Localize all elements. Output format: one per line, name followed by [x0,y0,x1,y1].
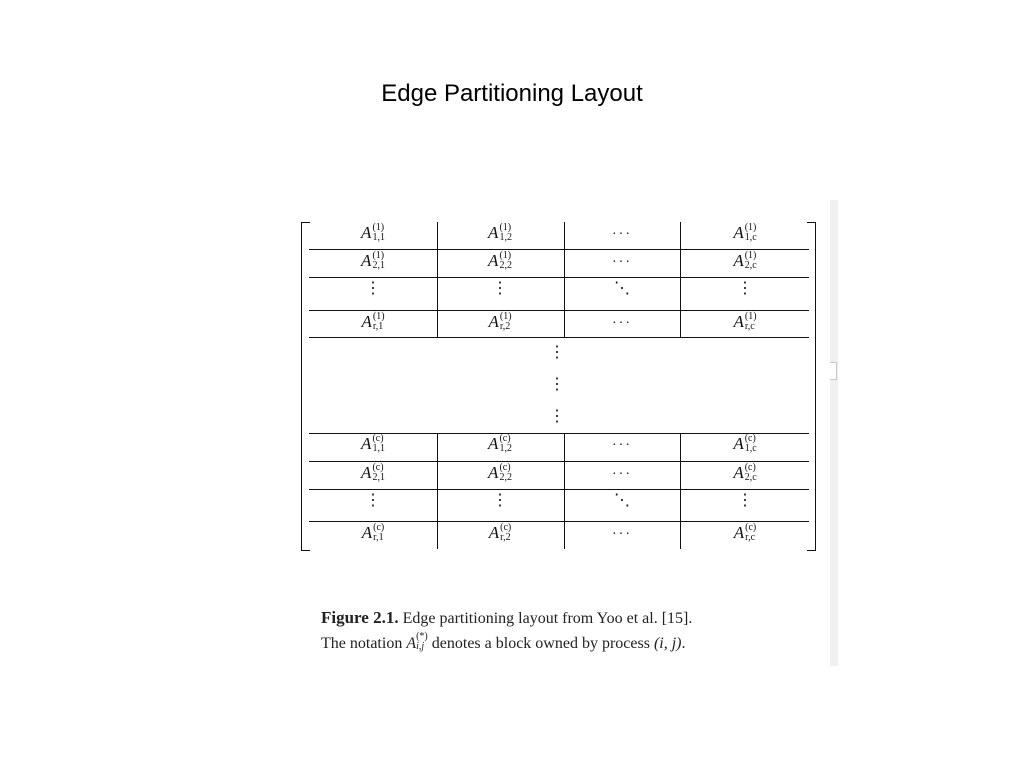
block-symbol: A [488,523,500,542]
matrix-block [361,252,385,272]
group-gap-dots: ⋮ [549,408,565,425]
matrix-row-rule [309,337,809,338]
block-scripts [372,434,385,454]
group-gap-dots: ⋮ [549,376,565,393]
matrix-block [488,252,512,272]
block-scripts [499,251,512,271]
matrix-block [733,313,756,333]
block-scripts [500,523,511,543]
matrix-block [489,524,512,544]
block-scripts [745,223,757,243]
block-symbol: A [361,523,373,542]
block-superscript: (1) [499,222,512,234]
block-subscript: r,2 [500,532,511,544]
block-scripts [500,312,512,332]
matrix-right-bracket [807,222,816,551]
block-scripts [745,434,757,454]
matrix-block [361,464,385,484]
horizontal-dots: ··· [612,227,632,242]
matrix-block [361,313,384,333]
block-subscript: 2,2 [499,260,512,272]
block-symbol: A [488,434,499,453]
block-subscript: 2,c [744,472,757,484]
block-subscript: 1,2 [499,443,512,455]
block-subscript: 2,1 [372,472,385,484]
matrix-row-rule [309,277,809,278]
notation-symbol: A [406,635,417,652]
matrix-column-rule [437,222,438,337]
block-superscript: (1) [744,250,757,262]
matrix-block [733,252,756,272]
horizontal-dots: ··· [612,467,632,482]
caption-text-2-prefix: The notation [321,635,403,652]
caption-line-1 [321,605,821,631]
block-symbol: A [361,463,372,482]
diagonal-dots: ⋱ [614,492,630,509]
matrix-column-rule [564,222,565,337]
block-subscript: r,c [745,532,756,544]
block-superscript: (c) [372,433,384,445]
matrix-block [488,435,512,455]
matrix-column-rule [680,222,681,337]
block-superscript: (1) [744,222,757,234]
horizontal-dots: ··· [612,527,632,542]
horizontal-dots: ··· [612,438,632,453]
block-scripts [372,223,385,243]
block-subscript: 1,c [744,443,757,455]
vertical-dots: ⋮ [737,280,753,297]
block-subscript: 1,2 [499,232,512,244]
block-superscript: (c) [500,522,512,534]
block-superscript: (c) [499,462,511,474]
diagonal-dots: ⋱ [614,280,630,297]
figure-caption [321,605,821,656]
block-subscript: r,1 [372,321,384,333]
block-subscript: 1,c [744,232,757,244]
matrix-block [361,224,385,244]
vertical-dots: ⋮ [365,280,381,297]
group-gap-dots: ⋮ [549,344,565,361]
block-superscript: (c) [373,522,385,534]
slide-title: Edge Partitioning Layout [381,80,643,107]
caption-line-2 [321,631,821,656]
caption-period: . [681,635,686,652]
block-symbol: A [488,463,499,482]
block-superscript: (1) [499,250,512,262]
block-scripts [372,251,385,271]
matrix-block [733,435,756,455]
block-scripts [745,463,757,483]
process-notation: (i, j) [653,635,682,652]
block-scripts [745,523,756,543]
caption-text-2-suffix: denotes a block owned by process [431,635,650,652]
matrix-column-rule [564,433,565,549]
block-superscript: (1) [372,311,385,323]
vertical-dots: ⋮ [737,492,753,509]
block-superscript: (c) [499,433,511,445]
block-scripts [745,312,757,332]
block-symbol: A [733,523,745,542]
block-subscript: 2,1 [372,260,385,272]
matrix-block [488,224,512,244]
matrix-block [488,313,511,333]
block-scripts [499,434,512,454]
block-superscript: (1) [372,222,385,234]
vertical-dots: ⋮ [365,492,381,509]
block-symbol: A [361,434,372,453]
block-symbol: A [488,312,499,331]
block-symbol: A [733,251,744,270]
matrix-block [488,464,512,484]
block-superscript: (1) [744,311,757,323]
block-scripts [499,463,512,483]
figure-label: Figure 2.1. [321,608,399,627]
block-scripts [373,312,385,332]
block-symbol: A [361,312,372,331]
block-symbol: A [488,223,499,242]
vertical-dots: ⋮ [492,492,508,509]
matrix-block [733,464,756,484]
matrix-block [362,524,385,544]
block-symbol: A [361,251,372,270]
matrix-column-rule [680,433,681,549]
block-subscript: r,c [744,321,755,333]
block-scripts [499,223,512,243]
block-scripts [745,251,757,271]
block-subscript: r,2 [499,321,511,333]
block-subscript: r,1 [373,532,384,544]
matrix-block [734,524,757,544]
block-superscript: (1) [499,311,512,323]
block-symbol: A [733,434,744,453]
block-superscript: (1) [372,250,385,262]
matrix-row-rule [309,489,809,490]
block-subscript: 2,2 [499,472,512,484]
matrix-column-rule [437,433,438,549]
block-superscript: (c) [745,522,757,534]
matrix-row-rule [309,461,809,462]
notation-scripts [416,632,428,652]
block-subscript: 2,c [744,260,757,272]
scrollbar-thumb[interactable] [830,362,837,380]
block-symbol: A [733,312,744,331]
matrix-left-bracket [301,222,310,551]
horizontal-dots: ··· [612,316,632,331]
block-superscript: (c) [744,433,756,445]
block-scripts [373,523,384,543]
block-subscript: 1,1 [372,232,385,244]
matrix-block [361,435,385,455]
notation-subscript: i,j [416,641,425,653]
block-superscript: (c) [372,462,384,474]
notation-superscript: (*) [416,631,428,643]
block-subscript: 1,1 [372,443,385,455]
block-symbol: A [733,223,744,242]
matrix-block [733,224,756,244]
scrollbar-track[interactable] [830,200,838,666]
block-symbol: A [488,251,499,270]
caption-text-1: Edge partitioning layout from Yoo et al. [15]. [402,610,693,627]
block-symbol: A [361,223,372,242]
block-superscript: (c) [744,462,756,474]
block-scripts [372,463,385,483]
horizontal-dots: ··· [612,255,632,270]
vertical-dots: ⋮ [492,280,508,297]
block-symbol: A [733,463,744,482]
